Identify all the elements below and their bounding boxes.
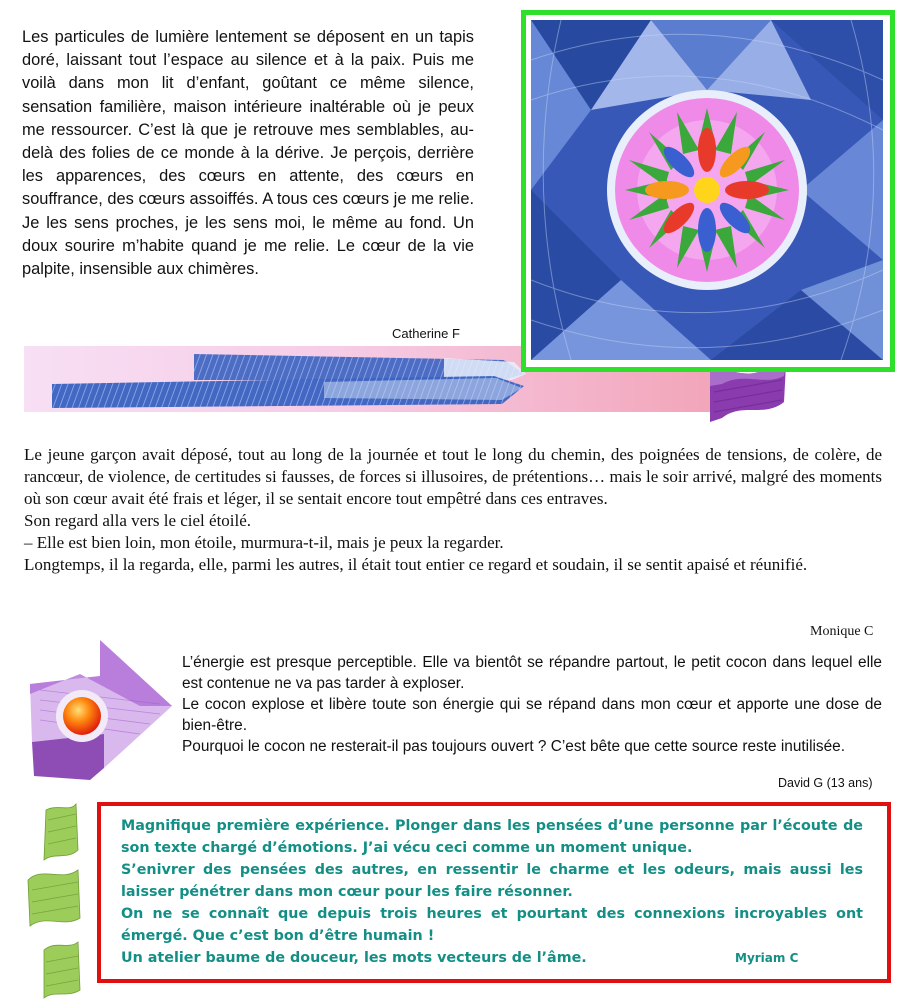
story-paragraph: Son regard alla vers le ciel étoilé. <box>24 511 252 530</box>
testimonial-paragraph: Un atelier baume de douceur, les mots vecteurs de l’âme. <box>121 950 587 966</box>
story-monique <box>24 444 882 576</box>
story-paragraph: Le jeune garçon avait déposé, tout au long de la journée et tout le long du chemin, des poignées de tensions, de colère, de rancœur, de violence, de certitudes si fausses, de forces si illusoires, de prétentions… mais le soir arrivé, malgré des moments où son cœur avait été frais et léger, il se sentait encore tout empêtré dans ces entraves. <box>24 445 882 508</box>
green-ribbon-illustration <box>18 800 98 1003</box>
signature-myriam: Myriam C <box>735 951 799 965</box>
testimonial-myriam <box>121 815 863 969</box>
story-paragraph: – Elle est bien loin, mon étoile, murmura-t-il, mais je peux la regarder. <box>24 533 504 552</box>
purple-arrow-illustration <box>20 634 180 784</box>
signature-david: David G (13 ans) <box>778 776 873 790</box>
testimonial-paragraph: S’enivrer des pensées des autres, en ressentir le charme et les odeurs, mais aussi les laisser pénétrer dans mon cœur pour les faire résonner. <box>121 862 863 900</box>
testimonial-paragraph: On ne se connaît que depuis trois heures et pourtant des connexions incroyables ont émergé. Que c’est bon d’être humain ! <box>121 906 863 944</box>
signature-monique: Monique C <box>810 624 874 639</box>
text-david <box>182 652 882 757</box>
text-paragraph: L’énergie est presque perceptible. Elle va bientôt se répandre partout, le petit cocon dans lequel elle est contenue ne va pas tarder à exploser. <box>182 654 882 692</box>
mandala-image-frame <box>521 10 895 372</box>
text-paragraph: Le cocon explose et libère toute son énergie qui se répand dans mon cœur et apporte une dose de bien-être. <box>182 696 882 734</box>
poem-catherine: Les particules de lumière lentement se déposent en un tapis doré, laissant tout l’espace au silence et à la paix. Puis me voilà dans mon lit d’enfant, goûtant ce même silence, sensation familière, maison intérieure inaltérable où je peux me ressourcer. C’est là que je retrouve mes semblables, au-delà des folies de ce monde à la dérive. Je perçois, derrière les apparences, des cœurs en attente, des cœurs en souffrance, des cœurs assoiffés. A tous ces cœurs je me relie. Je les sens proches, je les sens moi, le même au fond. Un doux sourire m’habite quand je me relie. Le cœur de la vie palpite, insensible aux chimères. <box>22 28 474 279</box>
signature-catherine: Catherine F <box>392 326 460 341</box>
testimonial-paragraph: Magnifique première expérience. Plonger dans les pensées d’une personne par l’écoute de son texte chargé d’émotions. J’ai vécu ceci comme un moment unique. <box>121 818 863 856</box>
text-paragraph: Pourquoi le cocon ne resterait-il pas toujours ouvert ? C’est bête que cette source reste inutilisée. <box>182 738 846 755</box>
mandala-illustration <box>531 20 883 360</box>
story-paragraph: Longtemps, il la regarda, elle, parmi les autres, il était tout entier ce regard et soudain, il se sentit apaisé et réunifié. <box>24 555 808 574</box>
